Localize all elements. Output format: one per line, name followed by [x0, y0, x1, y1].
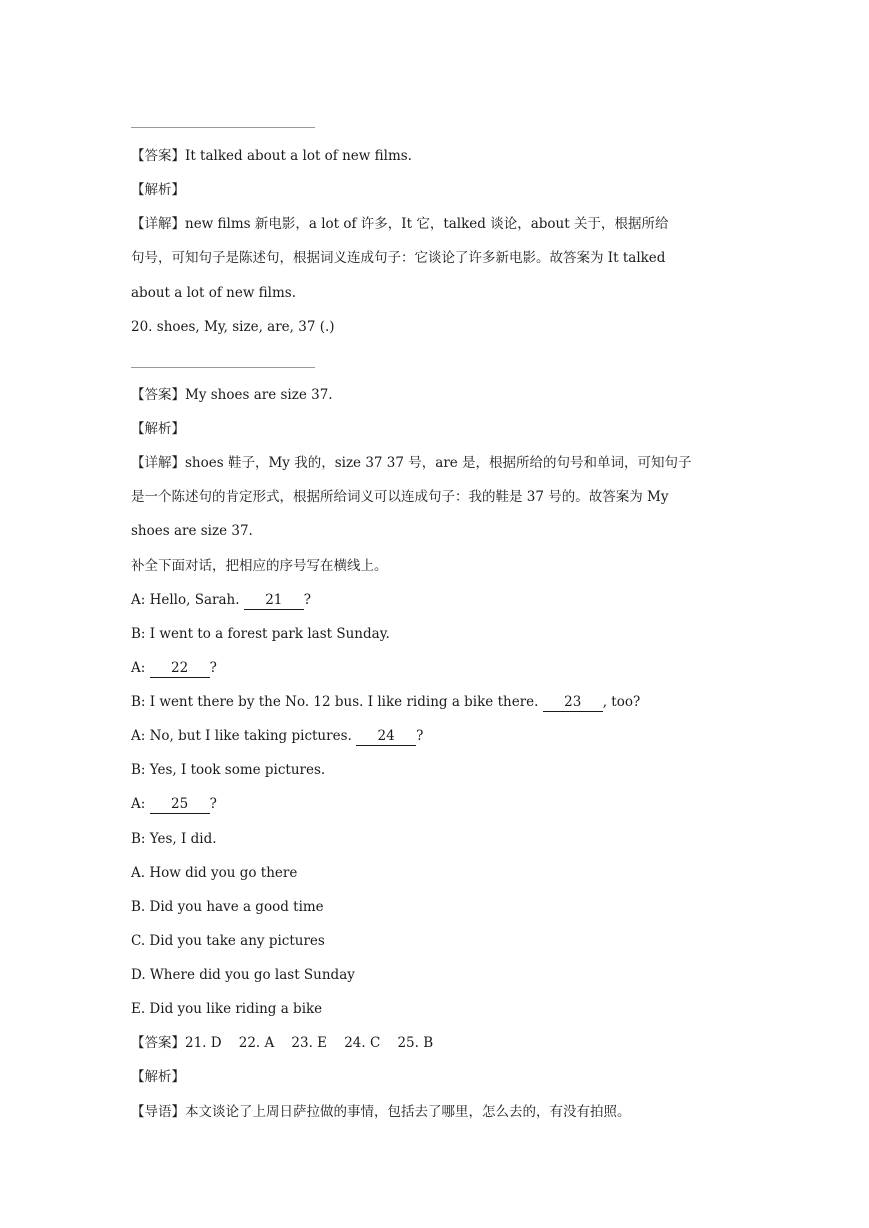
answer-text: My shoes are size 37. [185, 387, 333, 403]
dialogue-punct: ? [303, 592, 312, 608]
q19-detail-line-3: about a lot of new films. [131, 285, 297, 301]
detail-tag: 【详解】 [131, 455, 185, 471]
dialogue-line [131, 590, 311, 610]
answer-blank[interactable]: 24 [356, 728, 416, 746]
dialogue-text: A: [131, 796, 150, 812]
dialogue-answer [131, 1033, 433, 1053]
q19-answer [131, 146, 412, 166]
dialogue-line [131, 829, 217, 849]
dialogue-punct: ? [416, 728, 424, 744]
dialogue-guide [131, 1102, 631, 1122]
dialogue-line [131, 658, 217, 678]
q19-analysis-tag: 【解析】 [131, 182, 185, 198]
dialogue-line [131, 692, 640, 712]
dialogue-punct: ? [209, 660, 217, 676]
option-c: C. Did you take any pictures [131, 933, 325, 949]
dialogue-text: A: Hello, Sarah. [131, 592, 244, 608]
guide-tag: 【导语】 [131, 1104, 185, 1120]
dialogue-punct: ? [209, 796, 217, 812]
answer-tag: 【答案】 [131, 148, 185, 164]
option-d: D. Where did you go last Sunday [131, 967, 355, 983]
option-b: B. Did you have a good time [131, 899, 324, 915]
q20-answer [131, 385, 333, 405]
guide-text: 本文谈论了上周日萨拉做的事情，包括去了哪里，怎么去的，有没有拍照。 [185, 1104, 631, 1120]
q20-detail-line-2: 是一个陈述句的肯定形式，根据所给词义可以连成句子：我的鞋是 37 号的。故答案为 My [131, 489, 669, 505]
dialogue-text: A: No, but I like taking pictures. [131, 728, 357, 744]
answer-text: It talked about a lot of new films. [185, 148, 412, 164]
detail-text: shoes 鞋子，My 我的，size 37 37 号，are 是，根据所给的句号和单词，可知句子 [185, 455, 692, 471]
answer-rule-19 [131, 127, 315, 128]
q20-analysis-tag: 【解析】 [131, 421, 185, 437]
dialogue-analysis-tag: 【解析】 [131, 1069, 185, 1085]
dialogue-instruction: 补全下面对话，把相应的序号写在横线上。 [131, 558, 388, 574]
q20-question: 20. shoes, My, size, are, 37 (.) [131, 319, 335, 335]
dialogue-line [131, 760, 325, 780]
dialogue-text: B: Yes, I did. [131, 831, 217, 847]
answer-blank[interactable]: 25 [150, 796, 210, 814]
dialogue-text: A: [131, 660, 150, 676]
dialogue-punct: , too? [602, 694, 641, 710]
q20-detail-line-1 [131, 453, 692, 473]
detail-tag: 【详解】 [131, 216, 185, 232]
dialogue-text: B: I went to a forest park last Sunday. [131, 626, 390, 642]
dialogue-line [131, 726, 423, 746]
q19-detail-line-1 [131, 214, 668, 234]
answer-rule-20 [131, 367, 315, 368]
answer-blank[interactable]: 23 [543, 694, 603, 712]
option-a: A. How did you go there [131, 865, 298, 881]
answer-blank[interactable]: 21 [244, 592, 304, 610]
dialogue-text: B: I went there by the No. 12 bus. I like riding a bike there. [131, 694, 543, 710]
q19-detail-line-2: 句号，可知句子是陈述句，根据词义连成句子：它谈论了许多新电影。故答案为 It talked [131, 250, 666, 266]
answer-tag: 【答案】 [131, 1035, 185, 1051]
detail-text: new films 新电影，a lot of 许多，It 它，talked 谈论，about 关于，根据所给 [185, 216, 669, 232]
dialogue-line [131, 794, 217, 814]
dialogue-line [131, 624, 390, 644]
dialogue-text: B: Yes, I took some pictures. [131, 762, 326, 778]
q20-detail-line-3: shoes are size 37. [131, 523, 253, 539]
answer-text: 21. D 22. A 23. E 24. C 25. B [185, 1035, 434, 1051]
answer-blank[interactable]: 22 [150, 660, 210, 678]
option-e: E. Did you like riding a bike [131, 1001, 323, 1017]
answer-tag: 【答案】 [131, 387, 185, 403]
